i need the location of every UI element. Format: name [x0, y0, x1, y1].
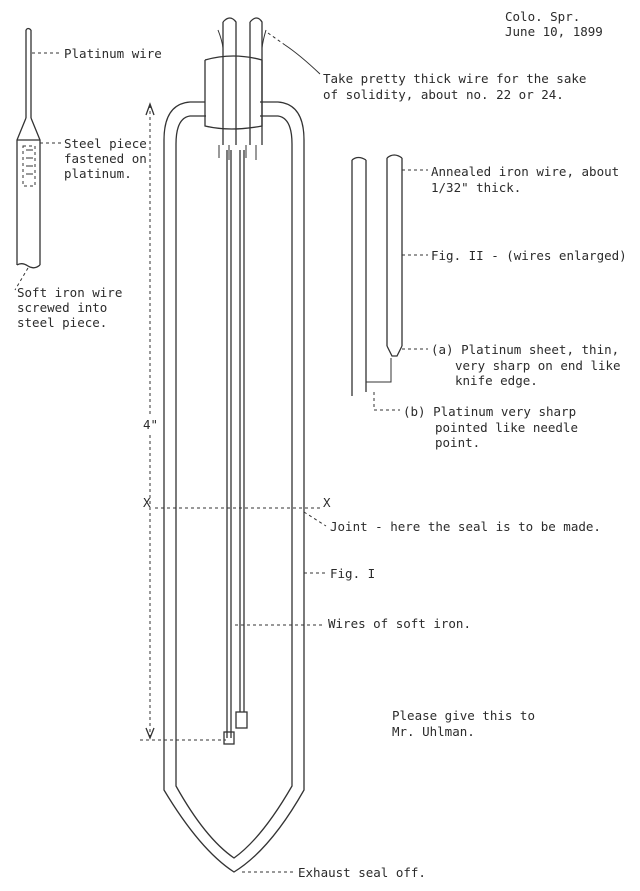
dimension-label: 4"	[143, 417, 159, 432]
x-mark-left: X	[143, 495, 151, 510]
leader-thick-wire	[268, 33, 285, 45]
label-soft-iron-2: screwed into	[17, 300, 108, 315]
label-steel-piece-1: Steel piece	[64, 136, 147, 151]
note-line-2: Mr. Uhlman.	[392, 724, 475, 739]
label-b-2: pointed like needle	[435, 420, 578, 435]
label-thick-wire-1: Take pretty thick wire for the sake	[323, 71, 587, 86]
label-soft-iron-3: steel piece.	[17, 315, 108, 330]
label-steel-piece-2: fastened on	[64, 151, 147, 166]
leader-joint	[304, 512, 326, 526]
label-joint: Joint - here the seal is to be made.	[330, 519, 601, 534]
label-a-1: (a) Platinum sheet, thin,	[431, 342, 620, 357]
label-thick-wire-2: of solidity, about no. 22 or 24.	[323, 87, 564, 102]
label-steel-piece-3: platinum.	[64, 166, 132, 181]
label-a-2: very sharp on end like	[455, 358, 621, 373]
note-line-1: Please give this to	[392, 708, 535, 723]
header-date: June 10, 1899	[505, 24, 603, 39]
connector-detail-drawing	[17, 29, 40, 268]
label-a-3: knife edge.	[455, 373, 538, 388]
fig2-caption: Fig. II - (wires enlarged)	[431, 248, 627, 263]
x-mark-right: X	[323, 495, 331, 510]
leader-thick-wire-curve	[285, 45, 320, 74]
header-place: Colo. Spr.	[505, 9, 581, 24]
label-annealed-2: 1/32" thick.	[431, 180, 522, 195]
tube-outline	[164, 56, 304, 872]
label-soft-iron-1: Soft iron wire	[17, 285, 123, 300]
fig2-wires	[352, 155, 402, 396]
label-wires-soft-iron: Wires of soft iron.	[328, 616, 471, 631]
label-annealed-1: Annealed iron wire, about	[431, 164, 620, 179]
label-platinum-wire: Platinum wire	[64, 46, 162, 61]
label-exhaust: Exhaust seal off.	[298, 865, 426, 880]
label-b-1: (b) Platinum very sharp	[403, 404, 577, 419]
fig1-caption: Fig. I	[330, 566, 376, 581]
label-b-3: point.	[435, 435, 481, 450]
